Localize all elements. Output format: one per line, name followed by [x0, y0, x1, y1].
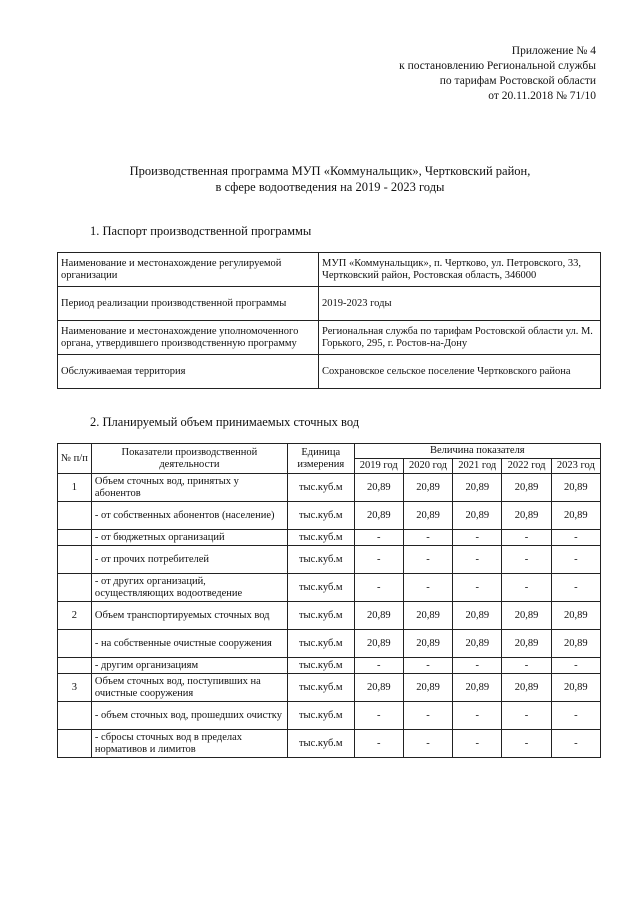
row-value: - [453, 574, 502, 602]
row-value: - [354, 574, 403, 602]
row-value: - [502, 730, 551, 758]
passport-label: Период реализации производственной программы [58, 287, 319, 321]
row-value: 20,89 [453, 602, 502, 630]
row-value: - [403, 546, 452, 574]
row-value: 20,89 [551, 674, 600, 702]
row-number [58, 658, 92, 674]
row-unit: тыс.куб.м [287, 630, 354, 658]
row-unit: тыс.куб.м [287, 730, 354, 758]
row-unit: тыс.куб.м [287, 502, 354, 530]
row-value: - [453, 546, 502, 574]
row-indicator: Объем транспортируемых сточных вод [91, 602, 287, 630]
row-number: 3 [58, 674, 92, 702]
row-value: 20,89 [403, 602, 452, 630]
row-value: - [453, 730, 502, 758]
passport-label: Наименование и местонахождение уполномоченного органа, утвердившего производственную программу [58, 321, 319, 355]
row-number [58, 730, 92, 758]
table-row [58, 630, 601, 658]
row-number [58, 630, 92, 658]
row-value: 20,89 [551, 502, 600, 530]
row-value: - [502, 546, 551, 574]
row-value: 20,89 [354, 602, 403, 630]
row-indicator: - на собственные очистные сооружения [91, 630, 287, 658]
row-value: 20,89 [453, 674, 502, 702]
header-unit: Единица измерения [287, 444, 354, 474]
row-value: 20,89 [453, 474, 502, 502]
header-year: 2020 год [403, 459, 452, 474]
row-value: 20,89 [403, 474, 452, 502]
row-indicator: Объем сточных вод, принятых у абонентов [91, 474, 287, 502]
row-value: - [354, 702, 403, 730]
row-value: - [453, 658, 502, 674]
title-line: Производственная программа МУП «Коммунальщик», Чертковский район, [129, 164, 531, 178]
row-value: - [502, 658, 551, 674]
row-unit: тыс.куб.м [287, 702, 354, 730]
table-row [58, 602, 601, 630]
annex-line: по тарифам Ростовской области [439, 75, 596, 87]
passport-value: МУП «Коммунальщик», п. Чертково, ул. Петровского, 33, Чертковский район, Ростовская область, 346000 [319, 253, 601, 287]
table-row [58, 674, 601, 702]
annex-line: от 20.11.2018 № 71/10 [488, 90, 596, 102]
row-value: 20,89 [354, 502, 403, 530]
row-value: - [354, 546, 403, 574]
header-year: 2022 год [502, 459, 551, 474]
row-indicator: - другим организациям [91, 658, 287, 674]
row-indicator: - от других организаций, осуществляющих водоотведение [91, 574, 287, 602]
passport-label: Обслуживаемая территория [58, 355, 319, 389]
row-value: 20,89 [502, 502, 551, 530]
row-value: - [502, 574, 551, 602]
table-row [58, 287, 601, 321]
volume-table [57, 443, 601, 758]
row-unit: тыс.куб.м [287, 546, 354, 574]
row-unit: тыс.куб.м [287, 474, 354, 502]
row-value: 20,89 [551, 474, 600, 502]
row-value: 20,89 [403, 630, 452, 658]
header-num: № п/п [58, 444, 92, 474]
row-indicator: - от бюджетных организаций [91, 530, 287, 546]
document-title [60, 163, 600, 195]
header-value: Величина показателя [354, 444, 600, 459]
row-unit: тыс.куб.м [287, 530, 354, 546]
row-indicator: Объем сточных вод, поступивших на очистные сооружения [91, 674, 287, 702]
row-value: - [502, 530, 551, 546]
row-indicator: - от собственных абонентов (население) [91, 502, 287, 530]
passport-label: Наименование и местонахождение регулируемой организации [58, 253, 319, 287]
row-value: 20,89 [354, 630, 403, 658]
title-line: в сфере водоотведения на 2019 - 2023 годы [215, 180, 445, 194]
row-value: 20,89 [551, 602, 600, 630]
row-value: 20,89 [453, 630, 502, 658]
row-number: 1 [58, 474, 92, 502]
row-value: - [551, 702, 600, 730]
passport-value: 2019-2023 годы [319, 287, 601, 321]
row-indicator: - объем сточных вод, прошедших очистку [91, 702, 287, 730]
row-value: - [551, 530, 600, 546]
row-value: - [354, 658, 403, 674]
row-number [58, 502, 92, 530]
row-value: 20,89 [354, 474, 403, 502]
row-value: - [354, 730, 403, 758]
row-value: - [453, 702, 502, 730]
row-number [58, 546, 92, 574]
row-value: 20,89 [403, 502, 452, 530]
annex-block [296, 44, 596, 104]
header-year: 2019 год [354, 459, 403, 474]
row-value: 20,89 [502, 630, 551, 658]
row-value: - [403, 702, 452, 730]
row-indicator: - сбросы сточных вод в пределах нормативов и лимитов [91, 730, 287, 758]
table-row [58, 502, 601, 530]
row-value: 20,89 [403, 674, 452, 702]
row-value: 20,89 [502, 602, 551, 630]
row-value: - [354, 530, 403, 546]
header-year: 2023 год [551, 459, 600, 474]
passport-value: Сохрановское сельское поселение Чертковского района [319, 355, 601, 389]
header-row [58, 444, 601, 459]
row-number [58, 530, 92, 546]
row-number [58, 574, 92, 602]
row-value: - [551, 546, 600, 574]
row-indicator: - от прочих потребителей [91, 546, 287, 574]
passport-table [57, 252, 601, 389]
row-number [58, 702, 92, 730]
header-year: 2021 год [453, 459, 502, 474]
row-value: 20,89 [551, 630, 600, 658]
table-row [58, 574, 601, 602]
row-number: 2 [58, 602, 92, 630]
table-row [58, 530, 601, 546]
table-row [58, 730, 601, 758]
row-unit: тыс.куб.м [287, 574, 354, 602]
table-row [58, 474, 601, 502]
row-value: - [403, 658, 452, 674]
volume-body [58, 474, 601, 758]
table-row [58, 658, 601, 674]
row-value: - [551, 730, 600, 758]
row-value: - [403, 530, 452, 546]
table-row [58, 321, 601, 355]
row-value: 20,89 [502, 474, 551, 502]
section-heading-volume: 2. Планируемый объем принимаемых сточных вод [90, 415, 360, 429]
header-indicator: Показатели производственной деятельности [91, 444, 287, 474]
row-value: 20,89 [354, 674, 403, 702]
passport-value: Региональная служба по тарифам Ростовской области ул. М. Горького, 295, г. Ростов-на-Дону [319, 321, 601, 355]
row-value: 20,89 [502, 674, 551, 702]
table-row [58, 355, 601, 389]
section-heading-passport: 1. Паспорт производственной программы [90, 224, 312, 238]
row-value: - [502, 702, 551, 730]
row-value: - [551, 658, 600, 674]
row-unit: тыс.куб.м [287, 674, 354, 702]
row-value: - [403, 730, 452, 758]
row-unit: тыс.куб.м [287, 602, 354, 630]
table-row [58, 702, 601, 730]
row-value: - [403, 574, 452, 602]
row-value: - [453, 530, 502, 546]
table-row [58, 546, 601, 574]
table-row [58, 253, 601, 287]
annex-line: Приложение № 4 [511, 45, 596, 57]
row-unit: тыс.куб.м [287, 658, 354, 674]
row-value: - [551, 574, 600, 602]
row-value: 20,89 [453, 502, 502, 530]
annex-line: к постановлению Региональной службы [399, 60, 596, 72]
